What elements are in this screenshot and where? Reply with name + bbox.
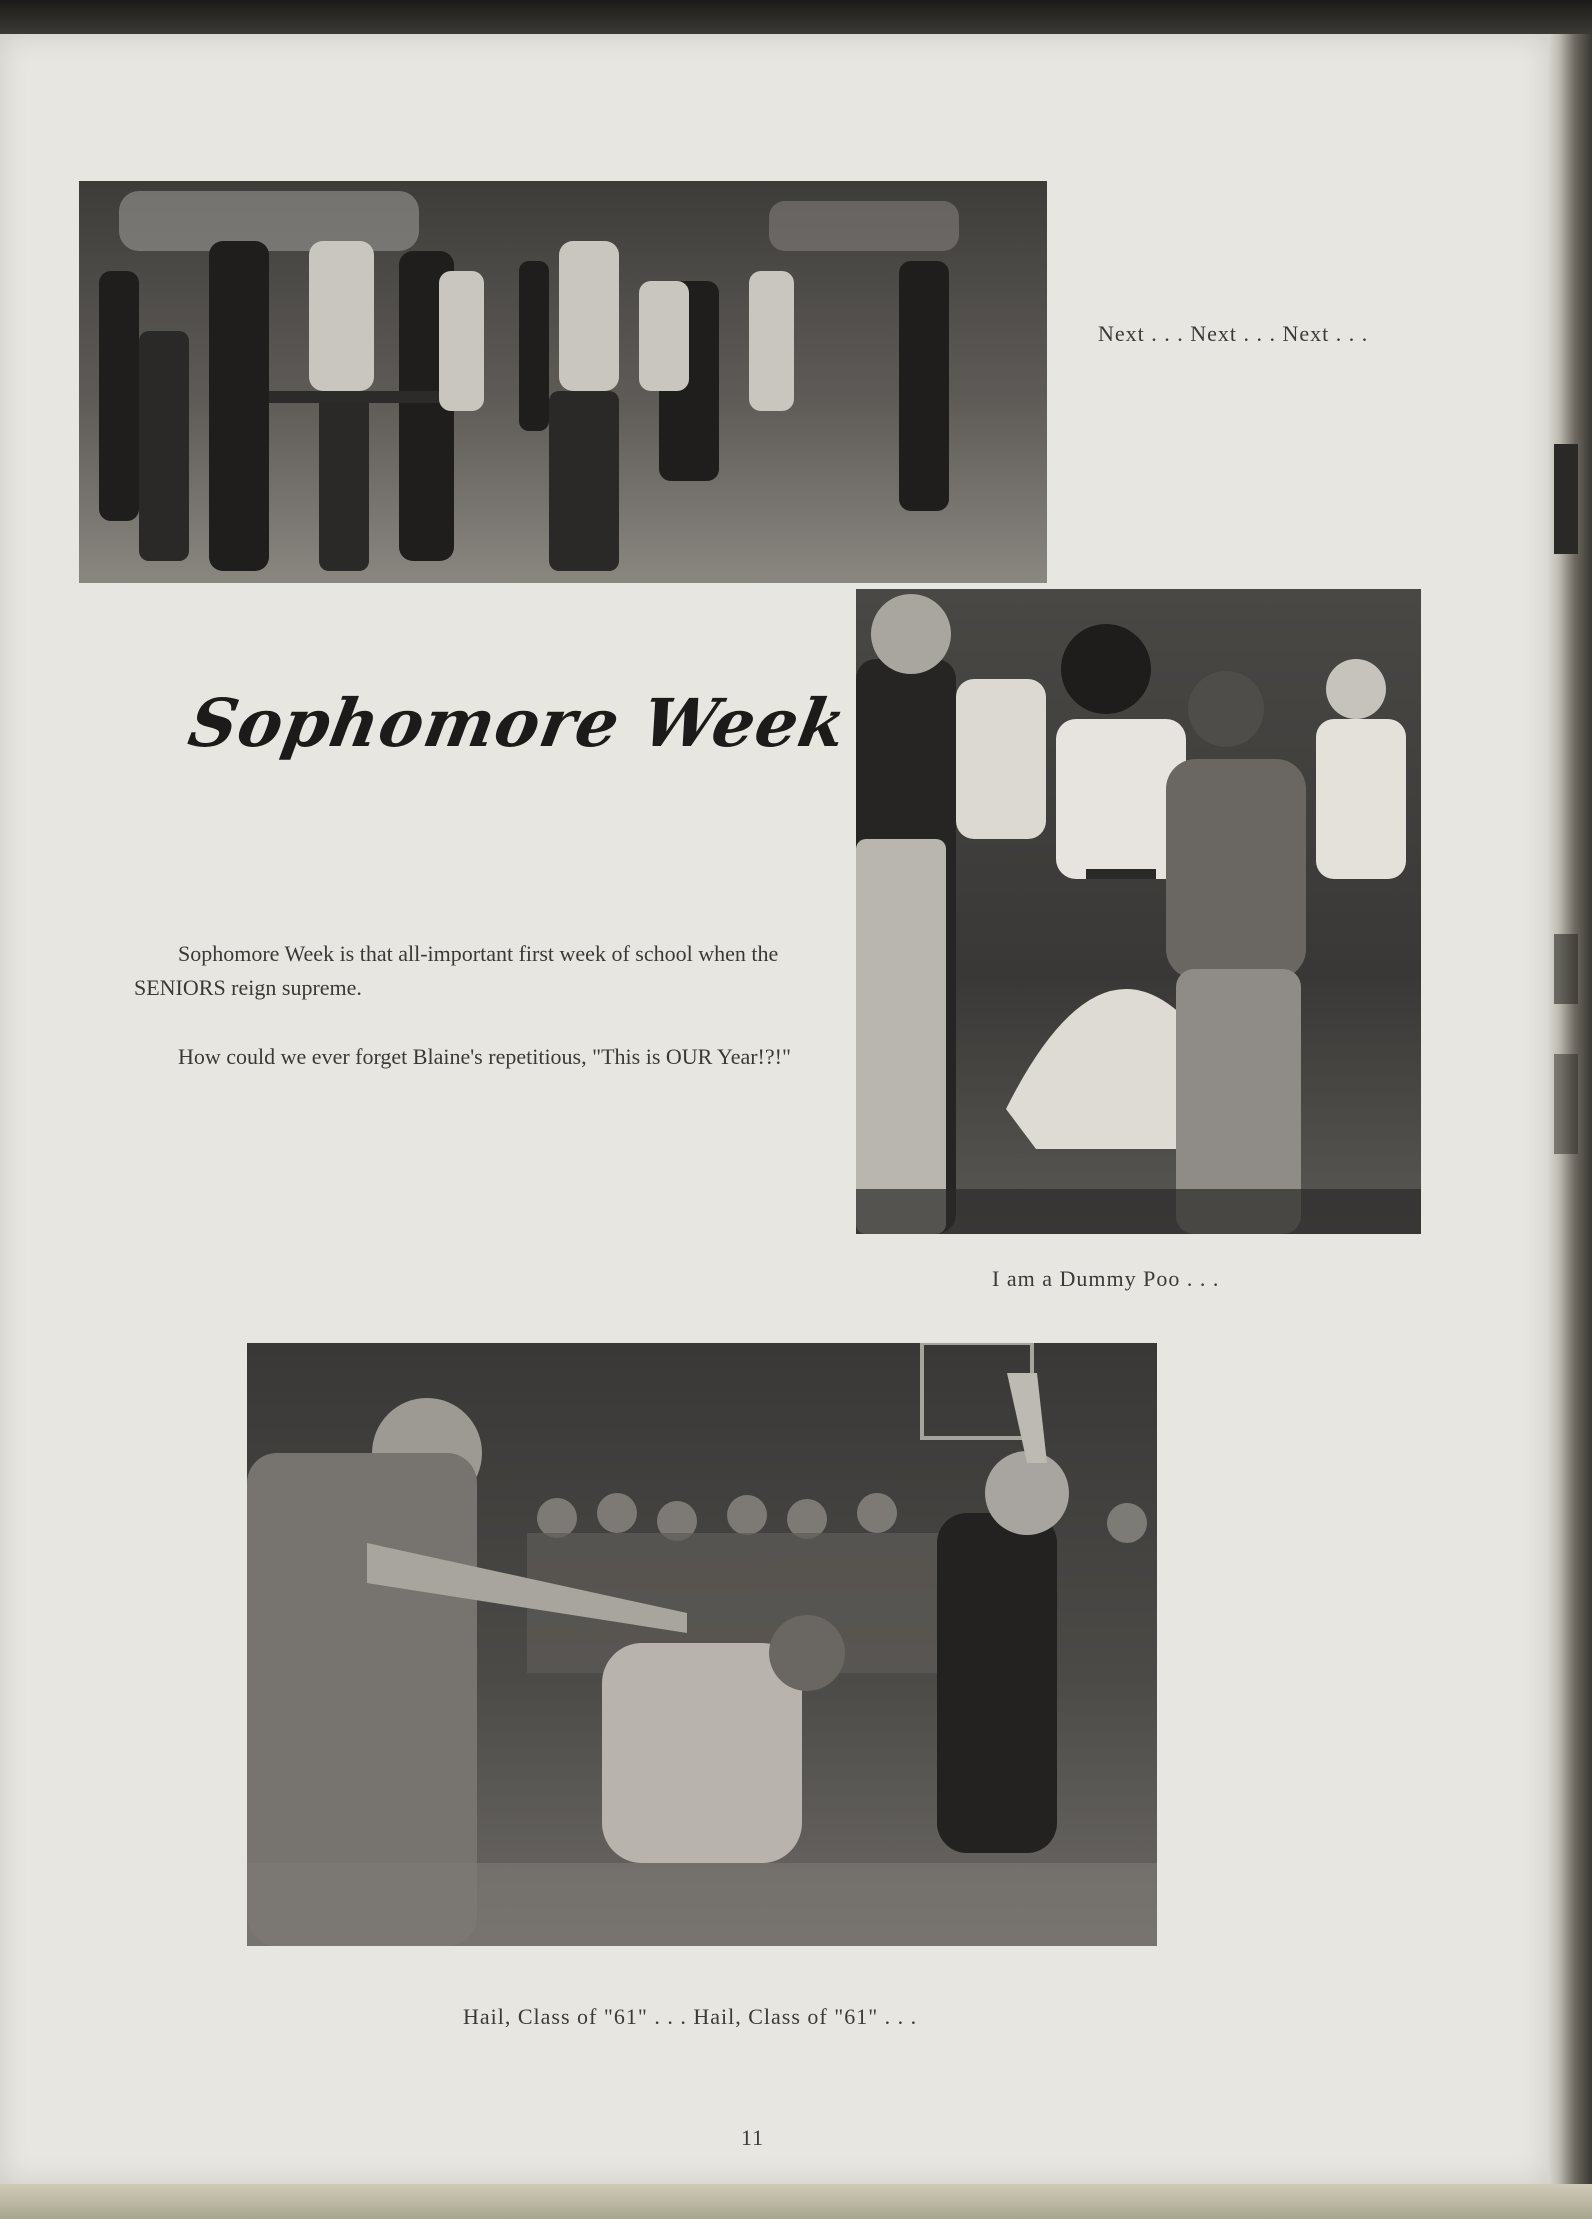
body-paragraph-2: How could we ever forget Blaine's repetitious, "This is OUR Year!?!": [178, 1044, 791, 1069]
body-paragraph-1: Sophomore Week is that all-important first week of school when the SENIORS reign supreme.: [134, 941, 779, 1000]
scan-top-edge: [0, 0, 1592, 34]
yearbook-page: [0, 34, 1548, 2184]
photo-gym-floor: [247, 1343, 1157, 1946]
photo-couple-dancing: [856, 589, 1421, 1234]
photo-crowd-outdoors: [79, 181, 1047, 583]
page-number: 11: [741, 2125, 765, 2150]
scan-right-edge: [1548, 34, 1592, 2184]
caption-top: Next . . . Next . . . Next . . .: [1098, 321, 1369, 346]
caption-bottom: Hail, Class of "61" . . . Hail, Class of "61" . . .: [463, 2004, 918, 2029]
caption-middle: I am a Dummy Poo . . .: [992, 1266, 1220, 1291]
scan-bottom-edge: [0, 2184, 1592, 2219]
page-title: Sophomore Week: [183, 684, 853, 762]
